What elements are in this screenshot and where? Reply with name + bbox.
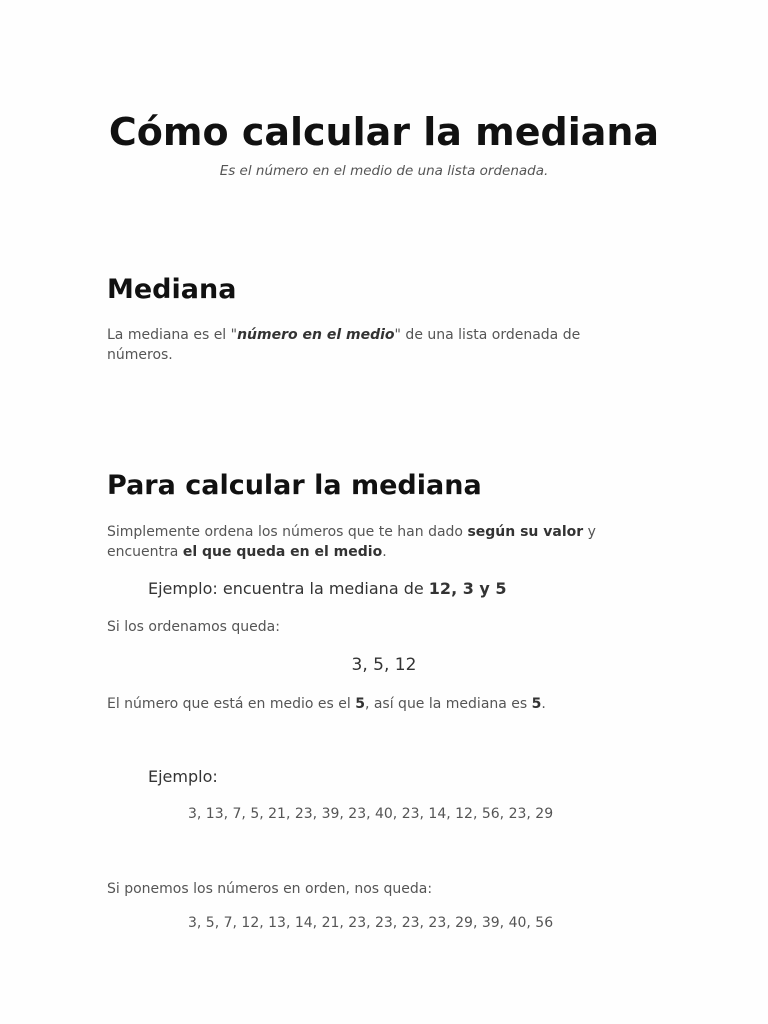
section-heading-calcular: Para calcular la mediana bbox=[107, 470, 482, 501]
example1-sorted-values: 3, 5, 12 bbox=[351, 655, 417, 675]
example1-label bbox=[148, 579, 507, 598]
example2-values: 3, 13, 7, 5, 21, 23, 39, 23, 40, 23, 14, 12, 56, 23, 29 bbox=[188, 806, 554, 822]
intro-text-2: y encuentra bbox=[107, 524, 596, 560]
intro-text-1: Simplemente ordena los números que te han dado bbox=[107, 524, 468, 540]
result-text-3: . bbox=[541, 696, 546, 712]
intro-bold-1: según su valor bbox=[467, 524, 584, 540]
page-title: Cómo calcular la mediana bbox=[108, 110, 660, 154]
example1-sorted-intro: Si los ordenamos queda: bbox=[107, 619, 280, 635]
result-bold-2: 5 bbox=[531, 696, 542, 712]
mediana-definition bbox=[107, 325, 647, 365]
definition-text-after: " de una lista ordenada de números. bbox=[107, 327, 581, 363]
result-bold-1: 5 bbox=[355, 696, 365, 712]
result-text-1: El número que está en medio es el bbox=[107, 696, 356, 712]
section-heading-mediana: Mediana bbox=[107, 274, 237, 305]
calcular-intro bbox=[107, 522, 627, 562]
example2-label: Ejemplo: bbox=[148, 767, 218, 786]
page-subtitle: Es el número en el medio de una lista ordenada. bbox=[219, 163, 549, 179]
result-text-2: , así que la mediana es bbox=[364, 696, 532, 712]
example1-values: 12, 3 y 5 bbox=[428, 579, 507, 598]
intro-text-3: . bbox=[382, 544, 387, 560]
example2-sorted-intro: Si ponemos los números en orden, nos queda: bbox=[107, 881, 433, 897]
example2-sorted-values: 3, 5, 7, 12, 13, 14, 21, 23, 23, 23, 23, 29, 39, 40, 56 bbox=[188, 915, 554, 931]
intro-bold-2: el que queda en el medio bbox=[182, 544, 383, 560]
example1-result bbox=[107, 694, 647, 714]
definition-emphasis: número en el medio bbox=[237, 327, 395, 343]
example1-label-text: Ejemplo: encuentra la mediana de bbox=[148, 579, 429, 598]
definition-text-before: La mediana es el " bbox=[107, 327, 238, 343]
